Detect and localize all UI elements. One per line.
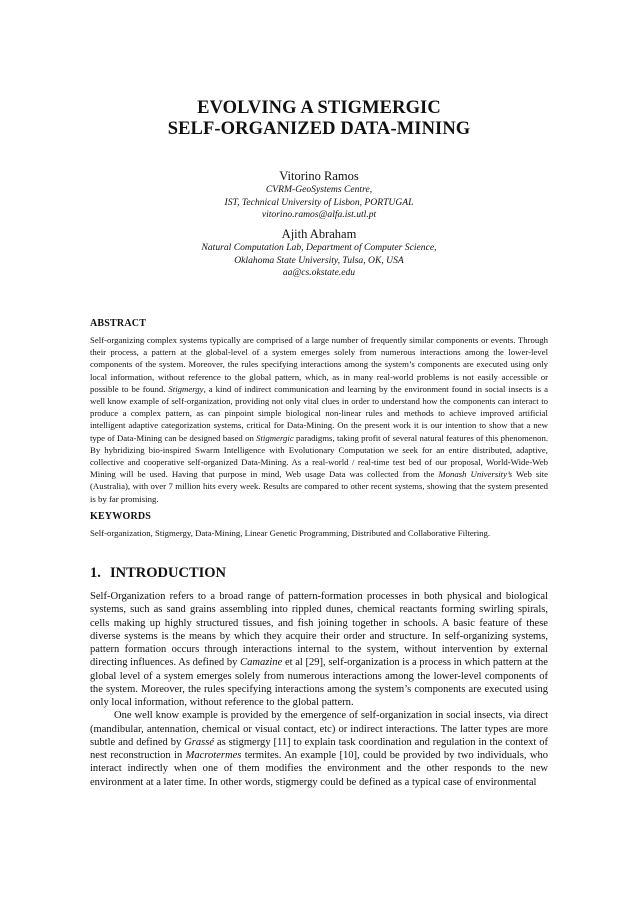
abstract-segment: , a kind of indirect communication and learning by the environment found in social insects is a well know example of self-organization, providing not only vital clues in order to understand how the components can interact to produce a complex pattern, as can pinpoint simple biological non-linear rules and methods to achieve improved artificial intelligent adaptive categorization systems, critical for Data-Mining. On the present work it is our intention to show that a new type of Data-Mining can be designed based on [90,383,548,443]
author-affiliation-line: CVRM-GeoSystems Centre, [265,184,373,195]
intro-paragraph-1 [90,590,548,709]
abstract-segment: Self-organizing complex systems typically are comprised of a large number of frequently similar components or events. Through their process, a pattern at the global-level of a system emerges solely from numerous interactions among the lower-level components of the system. Moreover, the rules specifying interactions among the system’s components are executed using only local information, without reference to the global pattern, which, as in many real-world problems is not easily accessible or possible to be found. [90,335,548,394]
author-affiliation-line: IST, Technical University of Lisbon, PORTUGAL [224,196,414,208]
keywords-text: Self-organization, Stigmergy, Data-Mining, Linear Genetic Programming, Distributed and Collaborative Filtering. [90,528,491,538]
section-title: INTRODUCTION [110,565,227,581]
section-number: 1. [90,565,101,581]
introduction-body [90,590,548,789]
intro-segment: termites. An example [10], could be provided by two individuals, who interact indirectly when one of them modifies the environment and the other responds to the new environment at a later time. In other words, stigmergy could be defined as a typical case of environmental [90,750,548,788]
author-name: Vitorino Ramos [279,169,359,183]
abstract-segment: Web site (Australia), with over 7 million hits every week. Results are compared to other recent systems, showing that the system presented is by far promising. [90,469,548,504]
intro-emphasis: Macrotermes [185,750,242,761]
section-heading-introduction [90,564,226,582]
title-line-2: SELF-ORGANIZED DATA-MINING [167,119,471,139]
intro-emphasis: Grassé [184,736,215,748]
abstract-emphasis: Stigmergic [256,432,294,443]
intro-paragraph-2 [90,709,548,789]
abstract-text [90,334,548,505]
author-email[interactable]: vitorino.ramos@alfa.ist.utl.pt [261,209,377,220]
author-name: Ajith Abraham [281,227,357,241]
author-affiliation-line: Natural Computation Lab, Department of Computer Science, [201,242,437,253]
title-line-1: EVOLVING A STIGMERGIC [197,98,441,118]
paper-title [0,98,638,140]
intro-segment: as stigmergy [11] to explain task coordination and regulation in the context of nest reconstruction in [90,736,549,761]
keywords-heading: KEYWORDS [90,511,152,522]
intro-segment: One well know example is provided by the emergence of self-organization in social insects, via direct (mandibular, antennation, chemical or visual contact, etc) or indirect interactions. The latter types are more subtle and defined by [90,710,548,748]
author-block-2 [0,226,638,280]
author-email[interactable]: aa@cs.okstate.edu [282,267,356,278]
intro-segment: et al [29], self-organization is a process in which pattern at the global level of a system emerges solely from numerous interactions among the lower-level components of the system. Moreover, the rules specifying interactions among the system’s components are executed using only local information, without reference to the global pattern. [90,657,548,708]
author-affiliation-line: Oklahoma State University, Tulsa, OK, USA [234,254,404,266]
author-block-1 [0,168,638,222]
abstract-segment: paradigms, taking profit of several natural features of this phenomenon. By hybridizing bio-inspired Swarm Intelligence with Evolutionary Computation we seek for an entire distributed, adaptive, collective and cooperative self-organized Data-Mining. As a real-world / real-time test bed of our proposal, World-Wide-Web Mining will be used. Having that purpose in mind, Web usage Data was collected from the [90,432,549,480]
abstract-heading: ABSTRACT [90,318,147,329]
abstract-emphasis: Stigmergy [168,383,204,394]
abstract-emphasis: Monash University’s [438,469,513,480]
intro-segment: Self-Organization refers to a broad range of pattern-formation processes in both physical and biological systems, such as sand grains assembling into rippled dunes, chemical reactants forming swirling spirals, cells making up highly structured tissues, and fish joining together in schools. A basic feature of these diverse systems is the means by which they acquire their order and structure. In self-organizing systems, pattern formation occurs through interactions internal to the system, without intervention by external directing influences. As defined by [90,591,548,669]
intro-emphasis: Camazine [240,657,283,669]
